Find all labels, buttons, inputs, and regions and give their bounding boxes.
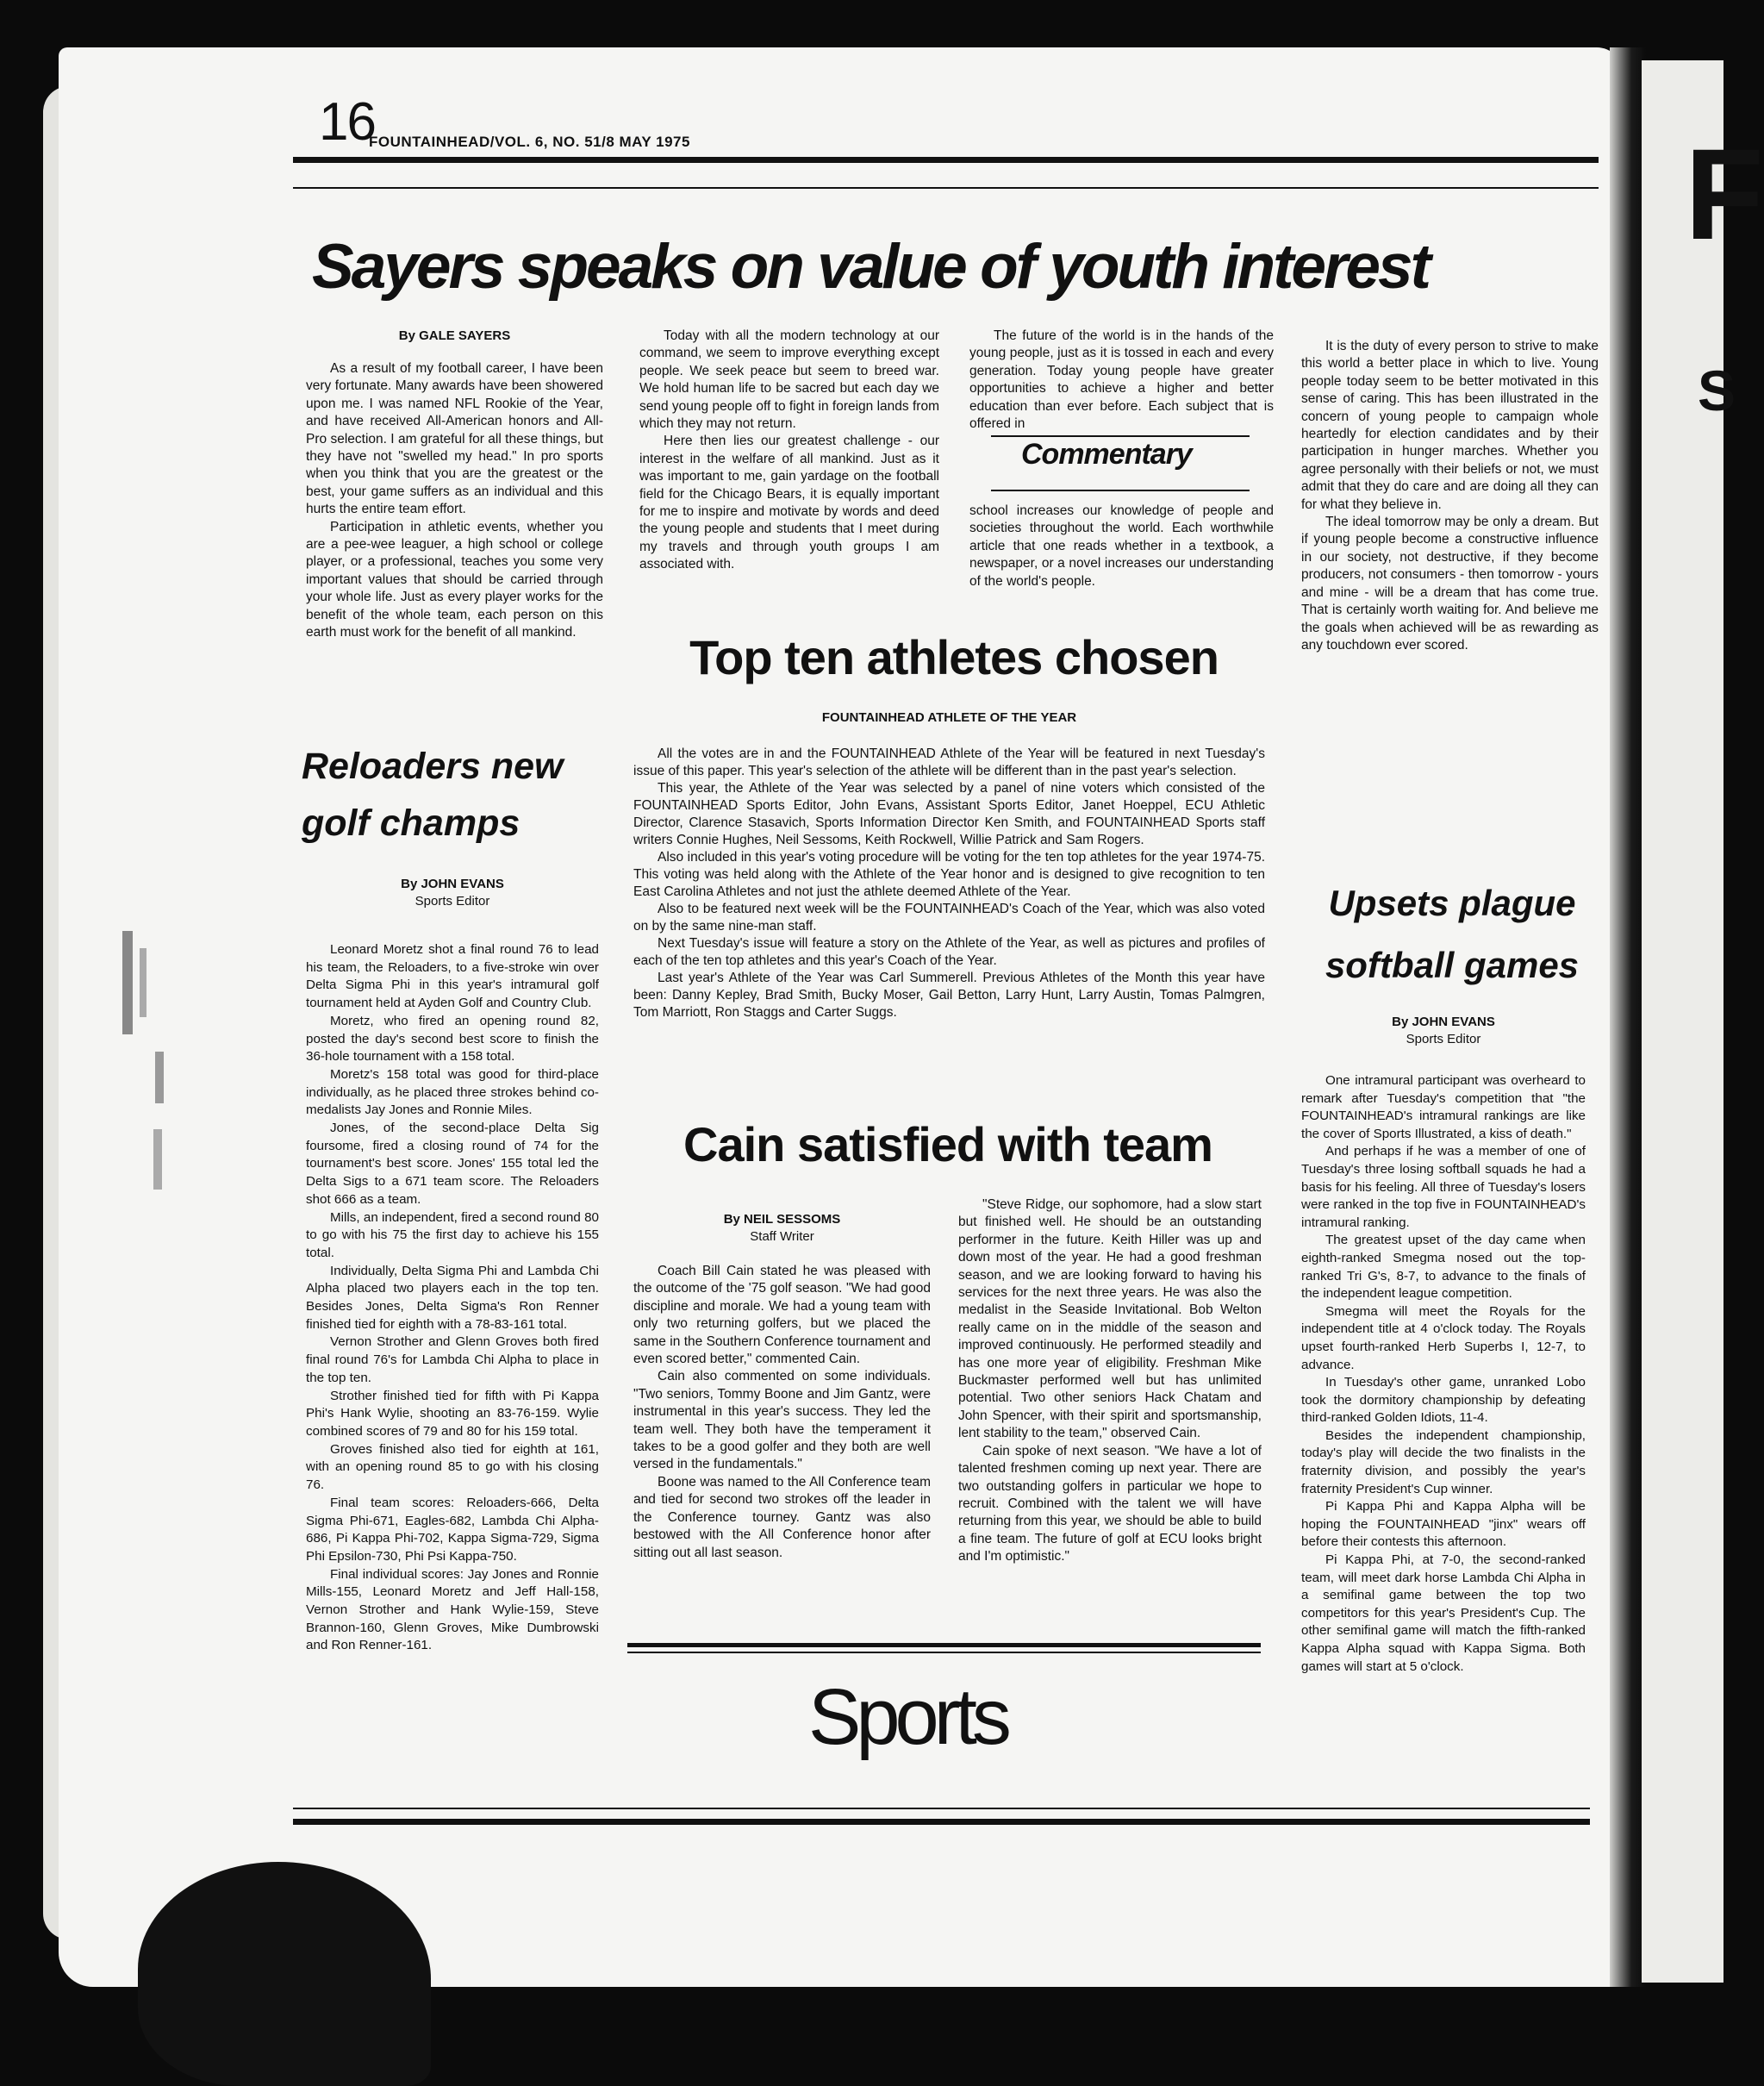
sayers-column-2 <box>639 328 939 574</box>
commentary-rule-bottom <box>991 490 1250 491</box>
topten-column <box>633 709 1265 1021</box>
topten-paragraph: All the votes are in and the FOUNTAINHEAD Athlete of the Year will be featured in next Tuesday's issue of this paper. This year's selection of the athlete will be different than in the past year's selection. <box>633 746 1265 778</box>
topten-paragraph: Also to be featured next week will be the FOUNTAINHEAD's Coach of the Year, which was also voted on by the same nine-man staff. <box>633 902 1265 934</box>
cain-paragraph: Cain spoke of next season. "We have a lot of talented freshmen coming up next year. There are two outstanding golfers in particular we hope to recruit. Combined with the talent we will have returning from this year, we should be able to build a fine team. The future of golf at ECU looks bright and I'm optimistic." <box>958 1443 1262 1564</box>
topten-paragraph: Also included in this year's voting procedure will be voting for the ten top athletes for the year 1974-75. This voting was held along with the Athlete of the Year honor and is designed to give recognition to ten East Carolina Athletes and not just the athlete deemed Athlete of the Year. <box>633 850 1265 899</box>
softball-paragraph: Smegma will meet the Royals for the independent title at 4 o'clock today. The Royals upset fourth-ranked Herb Superbs I, 12-7, to advance. <box>1301 1303 1586 1372</box>
sayers-paragraph: Here then lies our greatest challenge - our interest in the welfare of all mankind. Just as it was important to me, gain yardage on the football field for the Chicago Bears, it is equally important for me to inspire and motivate by words and deed the young people and students that I meet during my travels and through youth groups I am associated with. <box>639 434 939 572</box>
softball-headline-line-1: Upsets plague <box>1328 883 1576 923</box>
softball-paragraph: Pi Kappa Phi and Kappa Alpha will be hoping the FOUNTAINHEAD "jinx" wears off before their contests this afternoon. <box>1301 1499 1586 1550</box>
sayers-paragraph: It is the duty of every person to strive to make this world a better place in which to live. Young people today seem to be better motivated in this sense of caring. This has been illustrated in the concern of young people to campaign whole heartedly for election candidates and by their participation in hunger marches. Whether you agree personally with their beliefs or not, we must admit that they do care and are doing all they can for what they believe in. <box>1301 339 1599 512</box>
topten-paragraph: This year, the Athlete of the Year was selected by a panel of nine voters which consisted of the FOUNTAINHEAD Sports Editor, John Evans, Assistant Sports Editor, Janet Hoeppel, ECU Athletic Director, Clarence Stasavich, Sports Information Director Ken Smith, and FOUNTAINHEAD Sports staff writers Connie Hughes, Neil Sessoms, Keith Rockwell, Willie Patrick and Sam Rogers. <box>633 781 1265 847</box>
adjacent-headline-fragment: S <box>1698 359 1736 422</box>
cain-byline-name: By NEIL SESSOMS <box>723 1212 841 1227</box>
softball-byline <box>1301 1014 1586 1048</box>
sayers-paragraph: school increases our knowledge of people and societies throughout the world. Each worthwhile article that one reads whether in a textbook, a newspaper, or a novel increases our understanding of the world's people. <box>969 503 1274 589</box>
cain-column-1 <box>633 1211 931 1562</box>
golf-column <box>306 876 599 1655</box>
softball-paragraph: One intramural participant was overheard to remark after Tuesday's competition that "the FOUNTAINHEAD's intramural rankings are like the cover of Sports Illustrated, a kiss of death." <box>1301 1073 1586 1141</box>
footer-rule-thin <box>293 1808 1590 1809</box>
cain-paragraph: Cain also commented on some individuals. "Two seniors, Tommy Boone and Jim Gantz, were instrumental in this year's success. They led the team well. They both have the temperament it takes to be a good golfer and they both are well versed in the fundamentals." <box>633 1369 931 1472</box>
softball-paragraph: In Tuesday's other game, unranked Lobo took the dormitory championship by defeating third-ranked Golden Idiots, 11-4. <box>1301 1375 1586 1426</box>
golf-paragraph: Jones, of the second-place Delta Sig foursome, fired a closing round of 74 for the tournament's best score. Jones' 155 total led the Delta Sigs to a 671 team score. The Reloaders shot 666 as a team. <box>306 1121 599 1207</box>
cain-paragraph: "Steve Ridge, our sophomore, had a slow start but finished well. He should be an outstanding performer in the future. Keith Hiller was up and down most of the year. He had a good freshman season, and we are looking forward to having his services for the next three years. He was also the medalist in the Seaside Invitational. Bob Welton really came on in the middle of the season and improved continuously. He performed steadily and has one more year of eligibility. Freshman Mike Buckmaster performed well but has unlimited potential. Two other seniors Hack Chatam and John Spencer, with their spirit and sportsmanship, lent stability to the team," observed Cain. <box>958 1197 1262 1441</box>
cain-paragraph: Coach Bill Cain stated he was pleased with the outcome of the '75 golf season. "We had good discipline and morale. We had a young team with only two returning golfers, but we placed the same in the Southern Conference tournament and even scored better," commented Cain. <box>633 1264 931 1367</box>
sayers-column-3b <box>969 503 1274 590</box>
golf-paragraph: Strother finished tied for fifth with Pi Kappa Phi's Hank Wylie, shooting an 83-76-159. Wylie combined scores of 79 and 80 for his 159 total. <box>306 1388 599 1439</box>
softball-paragraph: Besides the independent championship, today's play will decide the two finalists in the fraternity division, and possibly the year's fraternity President's Cup winner. <box>1301 1427 1586 1496</box>
masthead: FOUNTAINHEAD/VOL. 6, NO. 51/8 MAY 1975 <box>369 134 690 150</box>
softball-column <box>1301 1014 1586 1676</box>
sayers-paragraph: Participation in athletic events, whether you are a pee-wee leaguer, a high school or college player, or a professional, teaches you some very important values that should be carried through your whole life. Just as every player works for the benefit of the whole team, each person on this earth must work for the benefit of all mankind. <box>306 519 603 640</box>
golf-paragraph: Vernon Strother and Glenn Groves both fired final round 76's for Lambda Chi Alpha to place in the top ten. <box>306 1334 599 1385</box>
golf-paragraph: Final team scores: Reloaders-666, Delta Sigma Phi-671, Eagles-682, Lambda Chi Alpha-686, Pi Kappa Phi-702, Kappa Sigma-729, Sigma Phi Epsilon-730, Phi Psi Kappa-750. <box>306 1495 599 1564</box>
sayers-column-1 <box>306 328 603 642</box>
sports-rule-top-thin <box>627 1652 1261 1653</box>
sayers-paragraph: The ideal tomorrow may be only a dream. But if young people become a constructive influence in our society, not destructive, if they become producers, not consumers - then tomorrow - yours and mine - will be a dream that has come true. That is certainly worth waiting for. And believe me the goals when achieved will be as rewarding as any touchdown ever scored. <box>1301 515 1599 653</box>
sayers-column-4 <box>1301 338 1599 654</box>
commentary-label: Commentary <box>1021 438 1192 471</box>
cain-headline: Cain satisfied with team <box>683 1117 1212 1171</box>
golf-paragraph: Groves finished also tied for eighth at 161, with an opening round 85 to go with his closing 76. <box>306 1441 599 1493</box>
golf-byline-role: Sports Editor <box>415 894 490 909</box>
softball-headline-line-2: softball games <box>1325 945 1580 985</box>
sayers-paragraph: Today with all the modern technology at our command, we seem to improve everything except people. We seek peace but seem to breed war. We hold human life to be sacred but each day we send young people off to fight in foreign lands from which they may not return. <box>639 328 939 432</box>
sayers-headline: Sayers speaks on value of youth interest <box>312 232 1429 302</box>
topten-paragraph: Next Tuesday's issue will feature a story on the Athlete of the Year, as well as pictures and profiles of each of the ten top athletes and this year's Coach of the Year. <box>633 936 1265 968</box>
topten-paragraph: Last year's Athlete of the Year was Carl Summerell. Previous Athletes of the Month this year have been: Danny Kepley, Brad Smith, Bucky Moser, Gail Betton, Larry Hunt, Larry Austin, Tomas Palmgren, Tom Marriott, Ron Staggs and Carter Suggs. <box>633 971 1265 1020</box>
footer-rule <box>293 1819 1590 1825</box>
golf-headline-line-1: Reloaders new <box>302 746 564 787</box>
cain-byline <box>633 1211 931 1246</box>
sayers-column-3a <box>969 328 1274 433</box>
softball-byline-role: Sports Editor <box>1406 1032 1481 1046</box>
sayers-byline: By GALE SAYERS <box>398 328 511 343</box>
golf-paragraph: Individually, Delta Sigma Phi and Lambda Chi Alpha placed two players each in the top ten. Besides Jones, Delta Sigma's Ron Renner finished tied for eighth with a 78-83-161 total. <box>306 1263 599 1332</box>
commentary-rule-top <box>991 435 1250 437</box>
topten-headline: Top ten athletes chosen <box>689 630 1219 684</box>
cain-paragraph: Boone was named to the All Conference team and tied for second two strokes off the leader in the Conference tourney. Gantz was also bestowed with the All Conference honor after sitting out all last season. <box>633 1474 931 1560</box>
cain-byline-role: Staff Writer <box>750 1229 814 1244</box>
sayers-paragraph: The future of the world is in the hands of the young people, just as it is tossed in each and every generation. Today young people have greater opportunities to achieve a higher and better education than ever before. Each subject that is offered in <box>969 328 1274 432</box>
page-number: 16 <box>319 92 375 152</box>
section-label-sports: Sports <box>808 1673 1007 1761</box>
header-rule-thin <box>293 187 1599 189</box>
softball-paragraph: Pi Kappa Phi, at 7-0, the second-ranked team, will meet dark horse Lambda Chi Alpha in a semifinal game between the top two competitors for this year's President's Cup. The other semifinal game will match the fifth-ranked Kappa Alpha squad with Kappa Sigma. Both games will start at 5 o'clock. <box>1301 1552 1586 1674</box>
golf-headline-line-2: golf champs <box>302 803 520 844</box>
softball-byline-name: By JOHN EVANS <box>1392 1015 1495 1029</box>
softball-paragraph: The greatest upset of the day came when eighth-ranked Smegma nosed out the top-ranked Tri G's, 8-7, to advance to the finals of the independent league competition. <box>1301 1233 1586 1302</box>
bleed-through-marks <box>114 931 174 1207</box>
adjacent-page-fragment <box>1642 60 1764 1983</box>
golf-byline <box>306 876 599 910</box>
golf-paragraph: Moretz, who fired an opening round 82, posted the day's second best score to finish the 36-hole tournament with a 158 total. <box>306 1013 599 1065</box>
golf-paragraph: Mills, an independent, fired a second round 80 to go with his 75 the first day to achieve his 155 total. <box>306 1209 599 1260</box>
header-rule <box>293 157 1599 163</box>
adjacent-masthead-fragment: F <box>1685 122 1764 266</box>
sayers-paragraph: As a result of my football career, I have been very fortunate. Many awards have been showered upon me. I was named NFL Rookie of the Year, and have received All-American honors and All-Pro selection. I am grateful for all these things, but they have not "swelled my head." In pro sports when you think that you are the greatest or the best, your game suffers as an individual and this hurts the entire team effort. <box>306 361 603 517</box>
golf-paragraph: Final individual scores: Jay Jones and Ronnie Mills-155, Leonard Moretz and Jeff Hall-158, Vernon Strother and Hank Wylie-159, Steve Brannon-160, Glenn Groves, Mike Dumbrowski and Ron Renner-161. <box>306 1566 599 1653</box>
golf-paragraph: Leonard Moretz shot a final round 76 to lead his team, the Reloaders, to a five-stroke win over Delta Sigma Phi in this year's intramural golf tournament held at Ayden Golf and Country Club. <box>306 942 599 1011</box>
cain-column-2 <box>958 1196 1262 1566</box>
binding-gutter <box>1610 47 1646 1987</box>
golf-byline-name: By JOHN EVANS <box>401 877 504 891</box>
softball-headline <box>1297 872 1607 996</box>
golf-headline <box>302 738 612 852</box>
sports-rule-top <box>627 1643 1261 1647</box>
softball-paragraph: And perhaps if he was a member of one of Tuesday's three losing softball squads he had a basis for his feeling. All three of Tuesday's losers were ranked in the top five in FOUNTAINHEAD's intramural ranking. <box>1301 1144 1586 1230</box>
golf-paragraph: Moretz's 158 total was good for third-place individually, as he placed three strokes behind co-medalists Jay Jones and Ronnie Miles. <box>306 1066 599 1118</box>
topten-subhead: FOUNTAINHEAD ATHLETE OF THE YEAR <box>821 710 1077 725</box>
